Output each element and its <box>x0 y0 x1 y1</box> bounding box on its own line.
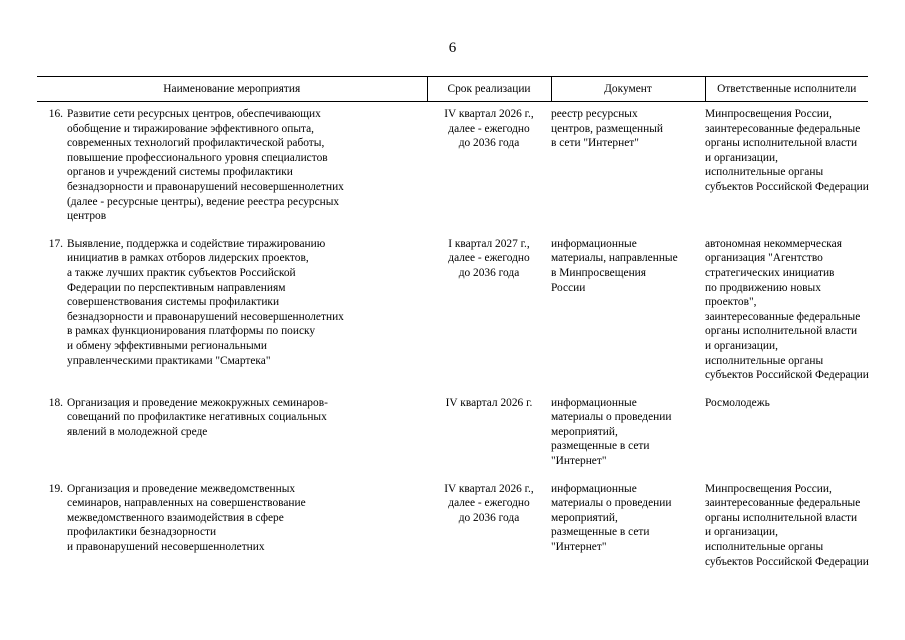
responsible-parties-line: субъектов Российской Федерации <box>705 555 869 568</box>
header-term: Срок реализации <box>427 77 551 102</box>
activity-name-line: и правонарушений несовершеннолетних <box>67 541 265 554</box>
responsible-parties-line: организация "Агентство <box>705 252 823 265</box>
responsible-parties-line: органы исполнительной власти <box>705 137 858 150</box>
document-line: размещенные в сети <box>551 526 650 539</box>
responsible-parties-line: автономная некоммерческая <box>705 237 842 250</box>
responsible-parties-cell <box>705 482 868 570</box>
row-spacer <box>37 469 868 482</box>
implementation-term-line: IV квартал 2026 г., <box>444 482 534 495</box>
document-line: информационные <box>551 396 637 409</box>
responsible-parties-line: исполнительные органы <box>705 354 824 367</box>
page-number: 6 <box>448 40 457 56</box>
document-line: материалы, направленные <box>551 252 678 265</box>
row-spacer-cell <box>37 383 868 396</box>
activity-name-line: обобщение и тиражирование эффективного опыта, <box>67 122 315 135</box>
activity-name-line: центров <box>67 210 107 223</box>
row-spacer <box>37 383 868 396</box>
activity-name-line: Развитие сети ресурсных центров, обеспечивающих <box>67 108 321 120</box>
responsible-parties-line: исполнительные органы <box>705 166 824 179</box>
table-row <box>37 396 868 469</box>
document-line: материалы о проведении <box>551 411 672 424</box>
responsible-parties-line: субъектов Российской Федерации <box>705 180 869 193</box>
document-line: информационные <box>551 482 637 495</box>
responsible-parties-line: исполнительные органы <box>705 541 824 554</box>
activity-name-cell <box>67 102 427 224</box>
activity-name-line: совещаний по профилактике негативных социальных <box>67 411 327 424</box>
document-line: центров, размещенный <box>551 122 663 135</box>
responsible-parties-line: субъектов Российской Федерации <box>705 369 869 382</box>
row-number: 17. <box>48 237 63 250</box>
activity-name-line: (далее - ресурсные центры), ведение реестра ресурсных <box>67 195 340 208</box>
activity-name-line: семинаров, направленных на совершенствование <box>67 497 306 510</box>
responsible-parties-line: и организации, <box>705 339 778 352</box>
row-spacer-cell <box>37 469 868 482</box>
activity-name-line: Выявление, поддержка и содействие тиражированию <box>67 237 326 250</box>
responsible-parties-line: заинтересованные федеральные <box>705 310 861 323</box>
implementation-term-cell <box>427 237 551 383</box>
responsible-parties-line: проектов", <box>705 296 757 309</box>
activity-name-cell <box>67 237 427 383</box>
header-name: Наименование мероприятия <box>37 77 427 102</box>
responsible-parties-cell <box>705 396 868 469</box>
responsible-parties-line: заинтересованные федеральные <box>705 122 861 135</box>
implementation-term-line: далее - ежегодно <box>448 122 530 135</box>
responsible-parties-line: стратегических инициатив <box>705 266 835 279</box>
implementation-term-line: I квартал 2027 г., <box>448 237 530 250</box>
row-number: 19. <box>48 482 63 495</box>
implementation-term-line: до 2036 года <box>458 511 520 524</box>
table-header-row <box>37 77 868 102</box>
responsible-parties-line: органы исполнительной власти <box>705 325 858 338</box>
table-row <box>37 102 868 224</box>
implementation-term-line: далее - ежегодно <box>448 252 530 265</box>
implementation-term-line: IV квартал 2026 г. <box>445 396 533 409</box>
document-line: в Минпросвещения <box>551 266 646 279</box>
document-cell <box>551 396 705 469</box>
responsible-parties-line: и организации, <box>705 151 778 164</box>
responsible-parties-line: по продвижению новых <box>705 281 821 294</box>
activity-name-cell <box>67 482 427 570</box>
document-line: мероприятий, <box>551 425 618 438</box>
activity-name-line: управленческими практиками "Смартека" <box>67 354 271 367</box>
table-body <box>37 102 868 570</box>
implementation-term-cell <box>427 396 551 469</box>
document-line: "Интернет" <box>551 541 607 554</box>
responsible-parties-line: органы исполнительной власти <box>705 511 858 524</box>
implementation-term-line: далее - ежегодно <box>448 497 530 510</box>
responsible-parties-cell <box>705 237 868 383</box>
document-line: России <box>551 281 586 294</box>
document-line: "Интернет" <box>551 455 607 468</box>
activity-name-line: в рамках функционирования платформы по поиску <box>67 325 316 338</box>
row-spacer <box>37 224 868 237</box>
responsible-parties-line: Росмолодежь <box>705 396 770 409</box>
row-number: 16. <box>48 108 63 120</box>
activity-name-line: а также лучших практик субъектов Российской <box>67 266 296 279</box>
document-cell <box>551 482 705 570</box>
implementation-term-line: IV квартал 2026 г., <box>444 108 534 120</box>
document-cell <box>551 237 705 383</box>
activity-name-line: Федерации по перспективным направлениям <box>67 281 286 294</box>
implementation-term-cell <box>427 482 551 570</box>
document-line: материалы о проведении <box>551 497 672 510</box>
implementation-term-cell <box>427 102 551 224</box>
table-row <box>37 237 868 383</box>
document-line: в сети "Интернет" <box>551 137 639 150</box>
activity-name-line: современных технологий профилактической работы, <box>67 137 325 150</box>
document-line: размещенные в сети <box>551 440 650 453</box>
activity-name-line: и обмену эффективными региональными <box>67 339 267 352</box>
responsible-parties-line: заинтересованные федеральные <box>705 497 861 510</box>
activity-name-cell <box>67 396 427 469</box>
activity-name-line: органов и учреждений системы профилактики <box>67 166 293 179</box>
table-row <box>37 482 868 570</box>
document-line: реестр ресурсных <box>551 108 638 120</box>
activity-name-line: инициатив в рамках отборов лидерских проектов, <box>67 252 309 265</box>
action-plan-table <box>37 76 868 569</box>
activity-name-line: явлений в молодежной среде <box>67 425 208 438</box>
activity-name-line: совершенствования системы профилактики <box>67 296 280 309</box>
header-document: Документ <box>551 77 705 102</box>
activity-name-line: Организация и проведение межокружных семинаров- <box>67 396 328 409</box>
document-line: информационные <box>551 237 637 250</box>
responsible-parties-line: и организации, <box>705 526 778 539</box>
header-responsible: Ответственные исполнители <box>705 77 868 102</box>
document-line: мероприятий, <box>551 511 618 524</box>
implementation-term-line: до 2036 года <box>458 137 520 150</box>
activity-name-line: Организация и проведение межведомственных <box>67 482 296 495</box>
responsible-parties-line: Минпросвещения России, <box>705 108 832 120</box>
activity-name-line: безнадзорности и правонарушений несовершеннолетних <box>67 310 344 323</box>
activity-name-line: профилактики безнадзорности <box>67 526 217 539</box>
responsible-parties-line: Минпросвещения России, <box>705 482 832 495</box>
document-cell <box>551 102 705 224</box>
responsible-parties-cell <box>705 102 868 224</box>
implementation-term-line: до 2036 года <box>458 266 520 279</box>
activity-name-line: безнадзорности и правонарушений несовершеннолетних <box>67 180 344 193</box>
activity-name-line: межведомственного взаимодействия в сфере <box>67 511 284 524</box>
row-number: 18. <box>48 396 63 409</box>
activity-name-line: повышение профессионального уровня специалистов <box>67 151 328 164</box>
row-spacer-cell <box>37 224 868 237</box>
